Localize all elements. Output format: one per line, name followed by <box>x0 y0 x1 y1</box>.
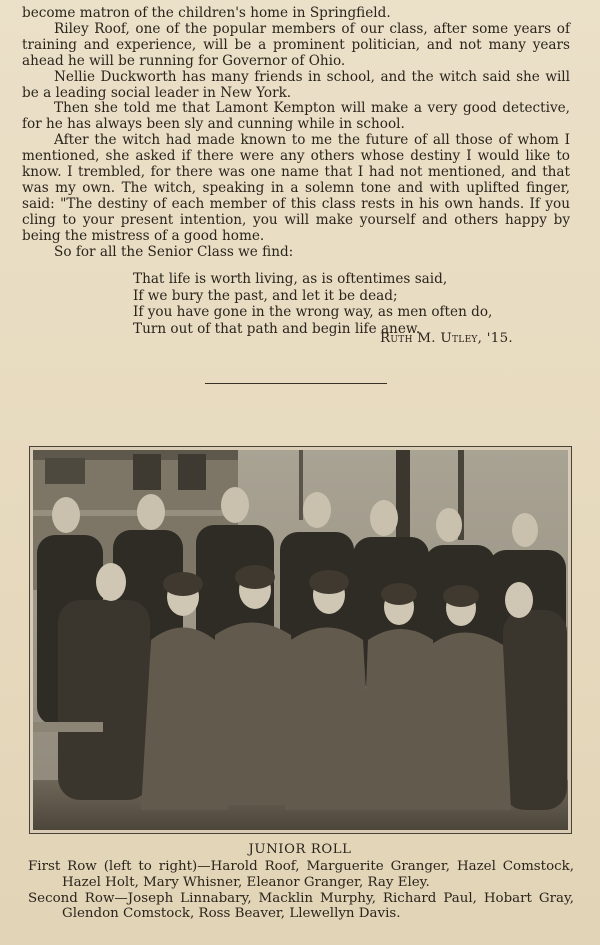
paragraph: Nellie Duckworth has many friends in school, and the witch said she will be a leading social leader in New York. <box>22 68 570 101</box>
paragraph: Then she told me that Lamont Kempton will make a very good detective, for he has always been sly and cunning while in school. <box>22 100 570 133</box>
section-divider <box>205 383 387 384</box>
paragraph: After the witch had made known to me the future of all those of whom I mentioned, she asked if there were any others whose destiny I would like to know. I trembled, for there was one name that I had not mentioned, and that was my own. The witch, speaking in a solemn tone and with uplifted finger, said: "The destiny of each member of this class rests in his own hands. If you cling to your present intention, you will make yourself and others happy by being the mistress of a good home. <box>22 132 570 244</box>
poem-line: Turn out of that path and begin life anew. <box>133 320 421 337</box>
caption-row: First Row (left to right)—Harold Roof, Marguerite Granger, Hazel Comstock, Hazel Holt, Mary Whisner, Eleanor Granger, Ray Eley. <box>28 859 574 890</box>
paragraph: Riley Roof, one of the popular members of our class, after some years of training and experience, will be a prominent politician, and not many years ahead he will be running for Governor of Ohio. <box>22 20 570 69</box>
photo-frame <box>29 446 572 834</box>
poem <box>133 271 553 337</box>
photo-caption <box>28 859 574 922</box>
caption-row: Second Row—Joseph Linnabary, Macklin Murphy, Richard Paul, Hobart Gray, Glendon Comstock, Ross Beaver, Llewellyn Davis. <box>28 890 574 922</box>
poem-line: If we bury the past, and let it be dead; <box>133 287 398 304</box>
poem-line: If you have gone in the wrong way, as men often do, <box>133 304 493 320</box>
article-body <box>22 6 570 261</box>
class-photo <box>33 450 568 830</box>
caption-title: JUNIOR ROLL <box>248 842 352 857</box>
author-signature: Ruth M. Utley, '15. <box>380 331 513 346</box>
paragraph: So for all the Senior Class we find: <box>54 243 294 260</box>
poem-line: That life is worth living, as is oftentimes said, <box>133 271 448 287</box>
class-photo-image <box>33 450 568 830</box>
paragraph: become matron of the children's home in Springfield. <box>22 5 391 21</box>
